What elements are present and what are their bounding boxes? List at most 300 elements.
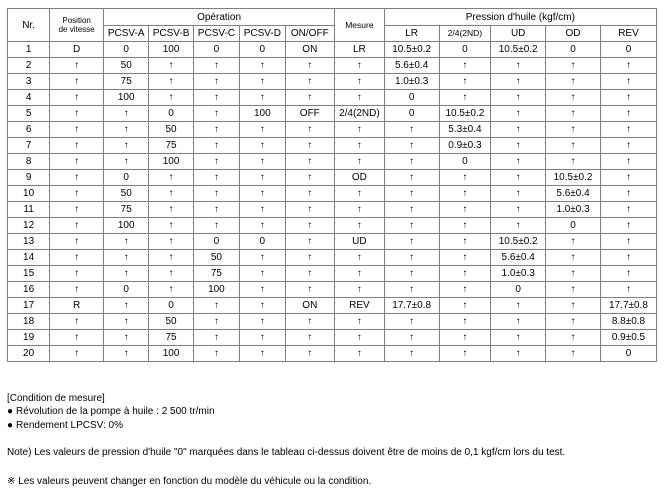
table-cell: 10.5±0.2	[491, 234, 546, 250]
table-cell: 5	[8, 106, 50, 122]
table-cell: 0	[439, 42, 491, 58]
table-cell: ↑	[240, 58, 285, 74]
table-cell: 10.5±0.2	[384, 42, 439, 58]
table-cell: ↑	[600, 122, 656, 138]
table-cell: ↑	[193, 74, 239, 90]
table-cell: ↑	[439, 314, 491, 330]
table-cell: 11	[8, 202, 50, 218]
table-cell: ↑	[335, 330, 385, 346]
table-cell: ↑	[50, 170, 104, 186]
table-cell: 1.0±0.3	[491, 266, 546, 282]
table-cell: ↑	[546, 346, 601, 362]
table-row	[8, 154, 657, 170]
table-cell: ↑	[384, 250, 439, 266]
table-cell: 0	[546, 42, 601, 58]
condition-bullet-pump: ● Révolution de la pompe à huile : 2 500 tr/min	[7, 406, 215, 418]
table-cell: ↑	[193, 138, 239, 154]
table-cell: 0	[193, 234, 239, 250]
table-cell: ↑	[50, 266, 104, 282]
header-pcsv-b: PCSV-B	[149, 26, 193, 42]
table-cell: ↑	[104, 250, 149, 266]
table-cell: ↑	[50, 186, 104, 202]
table-cell: ↑	[335, 154, 385, 170]
table-cell: ↑	[193, 298, 239, 314]
table-cell: 50	[104, 186, 149, 202]
table-cell: ↑	[439, 282, 491, 298]
table-cell: ↑	[491, 298, 546, 314]
table-row	[8, 170, 657, 186]
table-cell: ↑	[600, 186, 656, 202]
header-operation: Opération	[104, 9, 335, 26]
table-cell: ↑	[104, 330, 149, 346]
table-cell: ↑	[600, 58, 656, 74]
table-cell: ↑	[50, 122, 104, 138]
table-cell: ↑	[104, 234, 149, 250]
table-cell: ↑	[240, 154, 285, 170]
table-cell: ↑	[104, 106, 149, 122]
header-position-line2: de vitesse	[58, 25, 95, 34]
table-cell: 7	[8, 138, 50, 154]
table-cell: 20	[8, 346, 50, 362]
table-cell: ↑	[491, 90, 546, 106]
table-row	[8, 106, 657, 122]
table-cell: ↑	[384, 314, 439, 330]
table-cell: ↑	[384, 266, 439, 282]
table-cell: ↑	[439, 346, 491, 362]
table-cell: ↑	[285, 266, 335, 282]
table-cell: ↑	[491, 202, 546, 218]
table-cell: ↑	[104, 266, 149, 282]
table-cell: ↑	[149, 250, 193, 266]
table-cell: ↑	[285, 154, 335, 170]
table-cell: 100	[149, 42, 193, 58]
header-nr: Nr.	[8, 9, 50, 42]
table-cell: ↑	[439, 218, 491, 234]
table-cell: ↑	[439, 202, 491, 218]
table-cell: ↑	[491, 138, 546, 154]
header-mesure: Mesure	[335, 9, 385, 42]
table-cell: ↑	[439, 250, 491, 266]
table-cell: R	[50, 298, 104, 314]
table-cell: ↑	[240, 122, 285, 138]
table-cell: OFF	[285, 106, 335, 122]
table-cell: 0	[104, 42, 149, 58]
table-row	[8, 122, 657, 138]
header-2-4-2nd: 2/4(2ND)	[439, 26, 491, 42]
table-cell: ↑	[600, 106, 656, 122]
table-cell: ↑	[491, 186, 546, 202]
table-cell: ↑	[600, 282, 656, 298]
table-cell: ↑	[240, 218, 285, 234]
table-cell: ↑	[384, 154, 439, 170]
table-row	[8, 330, 657, 346]
table-cell: ↑	[149, 90, 193, 106]
table-cell: ↑	[193, 202, 239, 218]
table-row	[8, 234, 657, 250]
table-cell: ↑	[546, 138, 601, 154]
table-cell: ↑	[546, 314, 601, 330]
table-cell: ↑	[546, 154, 601, 170]
table-cell: ↑	[193, 186, 239, 202]
table-cell: 8	[8, 154, 50, 170]
table-cell: ↑	[546, 298, 601, 314]
table-cell: 50	[104, 58, 149, 74]
table-cell: ↑	[50, 282, 104, 298]
condition-title: [Condition de mesure]	[7, 393, 105, 404]
table-cell: ↑	[240, 298, 285, 314]
table-cell: ↑	[285, 186, 335, 202]
table-cell: 12	[8, 218, 50, 234]
table-cell: ↑	[335, 74, 385, 90]
table-cell: ↑	[50, 314, 104, 330]
table-cell: ↑	[285, 170, 335, 186]
table-cell: UD	[335, 234, 385, 250]
table-cell: ↑	[193, 346, 239, 362]
table-row	[8, 218, 657, 234]
table-cell: 5.3±0.4	[439, 122, 491, 138]
table-cell: 19	[8, 330, 50, 346]
table-cell: ↑	[600, 250, 656, 266]
table-cell: ↑	[193, 170, 239, 186]
table-cell: 1.0±0.3	[546, 202, 601, 218]
table-cell: 16	[8, 282, 50, 298]
table-cell: 14	[8, 250, 50, 266]
table-cell: ↑	[600, 202, 656, 218]
table-cell: ↑	[240, 266, 285, 282]
table-row	[8, 138, 657, 154]
table-cell: ↑	[491, 170, 546, 186]
table-cell: ↑	[491, 314, 546, 330]
table-cell: 100	[104, 218, 149, 234]
table-cell: ↑	[546, 58, 601, 74]
table-cell: ↑	[50, 90, 104, 106]
table-cell: ↑	[104, 138, 149, 154]
table-cell: 0	[240, 234, 285, 250]
header-pcsv-c: PCSV-C	[193, 26, 239, 42]
table-cell: 0	[600, 346, 656, 362]
table-cell: ↑	[546, 250, 601, 266]
table-cell: ↑	[439, 266, 491, 282]
table-cell: ↑	[439, 234, 491, 250]
table-cell: ↑	[285, 218, 335, 234]
table-cell: 17.7±0.8	[600, 298, 656, 314]
table-cell: ↑	[149, 266, 193, 282]
table-cell: ↑	[193, 90, 239, 106]
table-cell: ↑	[439, 298, 491, 314]
table-cell: 0	[491, 282, 546, 298]
table-cell: ↑	[546, 266, 601, 282]
table-cell: 75	[149, 330, 193, 346]
table-cell: ↑	[491, 106, 546, 122]
table-cell: ↑	[50, 58, 104, 74]
table-cell: ↑	[240, 330, 285, 346]
header-od: OD	[546, 26, 601, 42]
table-row	[8, 298, 657, 314]
table-cell: 0	[149, 106, 193, 122]
table-cell: 75	[149, 138, 193, 154]
table-cell: ↑	[600, 90, 656, 106]
table-cell: 2/4(2ND)	[335, 106, 385, 122]
table-cell: ↑	[240, 202, 285, 218]
table-cell: ↑	[491, 218, 546, 234]
table-cell: 0	[439, 154, 491, 170]
table-cell: 0	[384, 106, 439, 122]
table-cell: ↑	[546, 330, 601, 346]
table-cell: 0.9±0.3	[439, 138, 491, 154]
table-cell: ↑	[384, 186, 439, 202]
table-row	[8, 314, 657, 330]
condition-bullet-lpcsv: ● Rendement LPCSV: 0%	[7, 420, 123, 432]
header-ud: UD	[491, 26, 546, 42]
table-cell: 1	[8, 42, 50, 58]
header-lr: LR	[384, 26, 439, 42]
table-row	[8, 90, 657, 106]
table-cell: 8.8±0.8	[600, 314, 656, 330]
table-cell: 10.5±0.2	[491, 42, 546, 58]
table-cell: ↑	[384, 202, 439, 218]
table-cell: 4	[8, 90, 50, 106]
table-cell: 75	[193, 266, 239, 282]
table-cell: ↑	[335, 138, 385, 154]
table-cell: 50	[149, 314, 193, 330]
table-cell: REV	[335, 298, 385, 314]
table-cell: ↑	[600, 74, 656, 90]
table-cell: ↑	[193, 106, 239, 122]
table-cell: ↑	[285, 202, 335, 218]
table-cell: 0	[193, 42, 239, 58]
table-cell: ↑	[285, 138, 335, 154]
table-cell: ↑	[384, 218, 439, 234]
table-cell: ↑	[240, 282, 285, 298]
table-cell: ↑	[439, 330, 491, 346]
table-cell: ↑	[149, 186, 193, 202]
table-cell: 18	[8, 314, 50, 330]
table-cell: 13	[8, 234, 50, 250]
table-cell: ↑	[439, 170, 491, 186]
table-cell: ↑	[285, 314, 335, 330]
table-cell: ↑	[600, 138, 656, 154]
header-on-off: ON/OFF	[285, 26, 335, 42]
table-cell: ↑	[285, 330, 335, 346]
table-row	[8, 346, 657, 362]
table-cell: 0	[546, 218, 601, 234]
table-cell: ↑	[193, 58, 239, 74]
table-cell: ↑	[491, 74, 546, 90]
table-cell: 17	[8, 298, 50, 314]
table-cell: 15	[8, 266, 50, 282]
table-cell: 10.5±0.2	[439, 106, 491, 122]
table-cell: ↑	[285, 282, 335, 298]
table-cell: ↑	[104, 346, 149, 362]
table-cell: ↑	[240, 138, 285, 154]
table-cell: ↑	[193, 330, 239, 346]
table-cell: LR	[335, 42, 385, 58]
table-cell: ↑	[384, 282, 439, 298]
table-cell: 50	[193, 250, 239, 266]
table-cell: ↑	[491, 346, 546, 362]
table-cell: ↑	[335, 90, 385, 106]
table-cell: ↑	[491, 122, 546, 138]
table-cell: ↑	[285, 250, 335, 266]
table-cell: ↑	[384, 330, 439, 346]
table-cell: 6	[8, 122, 50, 138]
table-cell: ON	[285, 42, 335, 58]
table-cell: 100	[149, 154, 193, 170]
table-cell: ↑	[491, 58, 546, 74]
header-pression: Pression d'huile (kgf/cm)	[384, 9, 656, 26]
table-cell: ↑	[50, 138, 104, 154]
table-cell: 0	[104, 282, 149, 298]
table-cell: ↑	[600, 154, 656, 170]
table-cell: 9	[8, 170, 50, 186]
table-cell: ↑	[335, 314, 385, 330]
table-cell: ↑	[240, 314, 285, 330]
table-cell: ↑	[285, 74, 335, 90]
table-cell: 0	[104, 170, 149, 186]
table-cell: OD	[335, 170, 385, 186]
table-cell: 10	[8, 186, 50, 202]
table-cell: ↑	[149, 234, 193, 250]
table-cell: 0	[240, 42, 285, 58]
table-cell: ↑	[335, 282, 385, 298]
table-row	[8, 186, 657, 202]
table-row	[8, 74, 657, 90]
table-cell: 2	[8, 58, 50, 74]
table-cell: 50	[149, 122, 193, 138]
table-cell: ↑	[600, 266, 656, 282]
table-cell: ↑	[50, 106, 104, 122]
table-cell: 75	[104, 74, 149, 90]
table-cell: ↑	[285, 234, 335, 250]
table-cell: 100	[149, 346, 193, 362]
table-cell: ↑	[149, 74, 193, 90]
table-cell: ↑	[193, 122, 239, 138]
table-cell: ↑	[240, 74, 285, 90]
note-text: Note) Les valeurs de pression d'huile "0" marquées dans le tableau ci-dessus doivent être de moins de 0,1 kgf/cm lors du test.	[7, 447, 566, 458]
table-cell: ON	[285, 298, 335, 314]
table-cell: ↑	[439, 90, 491, 106]
table-cell: ↑	[149, 58, 193, 74]
header-position-line1: Position	[62, 16, 91, 25]
table-cell: ↑	[335, 58, 385, 74]
table-cell: ↑	[491, 330, 546, 346]
table-row	[8, 250, 657, 266]
table-cell: ↑	[50, 346, 104, 362]
table-cell: ↑	[285, 346, 335, 362]
table-cell: ↑	[50, 250, 104, 266]
table-cell: ↑	[546, 234, 601, 250]
table-cell: ↑	[50, 154, 104, 170]
table-cell: ↑	[50, 330, 104, 346]
table-cell: ↑	[149, 202, 193, 218]
table-cell: 0	[149, 298, 193, 314]
table-cell: 0.9±0.5	[600, 330, 656, 346]
table-cell: ↑	[335, 218, 385, 234]
table-cell: ↑	[384, 234, 439, 250]
table-cell: 5.6±0.4	[491, 250, 546, 266]
remark-text: ※ Les valeurs peuvent changer en fonction du modèle du véhicule ou la condition.	[7, 476, 372, 487]
table-cell: ↑	[193, 154, 239, 170]
table-cell: ↑	[600, 170, 656, 186]
table-cell: ↑	[335, 346, 385, 362]
table-cell: 0	[600, 42, 656, 58]
table-cell: ↑	[50, 234, 104, 250]
table-cell: 10.5±0.2	[546, 170, 601, 186]
table-cell: ↑	[384, 138, 439, 154]
table-row	[8, 266, 657, 282]
table-cell: ↑	[50, 74, 104, 90]
table-cell: ↑	[149, 282, 193, 298]
table-cell: ↑	[50, 202, 104, 218]
table-cell: D	[50, 42, 104, 58]
table-cell: ↑	[546, 90, 601, 106]
header-rev: REV	[600, 26, 656, 42]
table-cell: ↑	[546, 122, 601, 138]
table-cell: 100	[240, 106, 285, 122]
table-cell: ↑	[104, 154, 149, 170]
table-cell: ↑	[439, 58, 491, 74]
table-cell: ↑	[335, 250, 385, 266]
table-row	[8, 58, 657, 74]
table-cell: 17.7±0.8	[384, 298, 439, 314]
table-cell: ↑	[50, 218, 104, 234]
header-pcsv-a: PCSV-A	[104, 26, 149, 42]
table-cell: 100	[193, 282, 239, 298]
table-cell: ↑	[285, 90, 335, 106]
table-cell: ↑	[546, 74, 601, 90]
table-cell: 1.0±0.3	[384, 74, 439, 90]
table-cell: 0	[384, 90, 439, 106]
table-cell: ↑	[491, 154, 546, 170]
table-row	[8, 202, 657, 218]
table-cell: ↑	[384, 346, 439, 362]
table-cell: ↑	[600, 234, 656, 250]
table-cell: ↑	[600, 218, 656, 234]
table-cell: ↑	[240, 170, 285, 186]
table-cell: ↑	[104, 298, 149, 314]
table-cell: ↑	[335, 122, 385, 138]
table-cell: 75	[104, 202, 149, 218]
table-cell: ↑	[546, 282, 601, 298]
table-cell: ↑	[335, 202, 385, 218]
table-cell: ↑	[384, 170, 439, 186]
oil-pressure-table	[7, 8, 657, 362]
table-cell: ↑	[335, 266, 385, 282]
table-cell: ↑	[240, 250, 285, 266]
table-cell: ↑	[240, 90, 285, 106]
table-cell: ↑	[240, 186, 285, 202]
header-pcsv-d: PCSV-D	[240, 26, 285, 42]
table-cell: ↑	[439, 186, 491, 202]
table-cell: 5.6±0.4	[546, 186, 601, 202]
table-cell: ↑	[285, 58, 335, 74]
table-row	[8, 42, 657, 58]
table-cell: ↑	[149, 170, 193, 186]
table-cell: ↑	[104, 314, 149, 330]
table-row	[8, 282, 657, 298]
table-cell: ↑	[193, 218, 239, 234]
table-cell: ↑	[335, 186, 385, 202]
table-cell: ↑	[384, 122, 439, 138]
table-cell: ↑	[193, 314, 239, 330]
table-cell: 5.6±0.4	[384, 58, 439, 74]
table-cell: 3	[8, 74, 50, 90]
table-cell: ↑	[546, 106, 601, 122]
table-cell: ↑	[439, 74, 491, 90]
table-cell: ↑	[285, 122, 335, 138]
header-position	[50, 9, 104, 42]
table-cell: ↑	[104, 122, 149, 138]
